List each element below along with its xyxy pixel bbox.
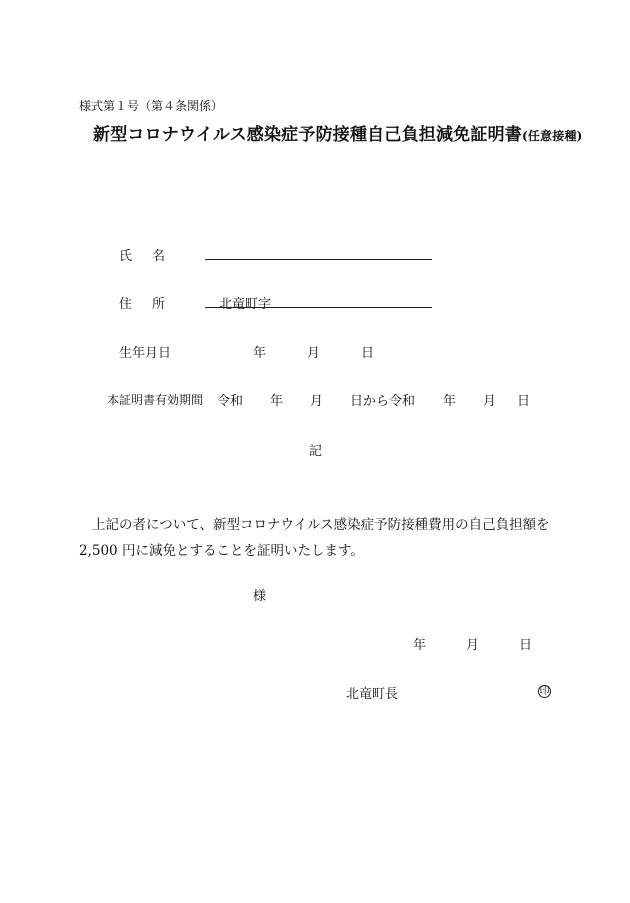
name-label-2: 名 bbox=[152, 249, 166, 264]
validity-month-start: 月 bbox=[310, 394, 324, 409]
validity-year-end: 年 bbox=[443, 394, 457, 409]
validity-month-end: 月 bbox=[483, 394, 497, 409]
birthdate-label: 生年月日 bbox=[119, 346, 172, 361]
name-field-line[interactable] bbox=[205, 259, 432, 260]
validity-year-start: 年 bbox=[270, 394, 284, 409]
validity-era-start: 令和 bbox=[217, 394, 244, 409]
ki-heading: 記 bbox=[309, 444, 323, 459]
issuer-title: 北竜町長 bbox=[346, 687, 399, 702]
address-field-line[interactable] bbox=[205, 307, 432, 308]
form-number: 様式第１号（第４条関係） bbox=[79, 99, 224, 113]
birth-day-unit: 日 bbox=[361, 346, 375, 361]
validity-day-end: 日 bbox=[517, 394, 531, 409]
birth-month-unit: 月 bbox=[307, 346, 321, 361]
name-label-1: 氏 bbox=[119, 249, 133, 264]
birth-year-unit: 年 bbox=[253, 346, 267, 361]
address-label-2: 所 bbox=[152, 297, 166, 312]
issue-day-unit: 日 bbox=[519, 638, 533, 653]
address-value: 北竜町字 bbox=[219, 297, 272, 312]
seal-mark-icon: 印 bbox=[539, 685, 550, 697]
issue-year-unit: 年 bbox=[413, 638, 427, 653]
certification-statement bbox=[79, 512, 559, 564]
statement-line-2: 2,500 円に減免とすることを証明いたします。 bbox=[79, 543, 364, 559]
issue-month-unit: 月 bbox=[466, 638, 480, 653]
statement-line-1: 上記の者について、新型コロナウイルス感染症予防接種費用の自己負担額を bbox=[92, 517, 550, 533]
validity-day-from: 日から令和 bbox=[350, 394, 416, 409]
validity-label: 本証明書有効期間 bbox=[107, 393, 204, 407]
document-title bbox=[93, 120, 583, 145]
title-suffix: (任意接種) bbox=[521, 129, 583, 143]
title-main: 新型コロナウイルス感染症予防接種自己負担減免証明書 bbox=[93, 125, 522, 145]
sama-honorific: 様 bbox=[253, 589, 267, 604]
address-label-1: 住 bbox=[119, 297, 133, 312]
